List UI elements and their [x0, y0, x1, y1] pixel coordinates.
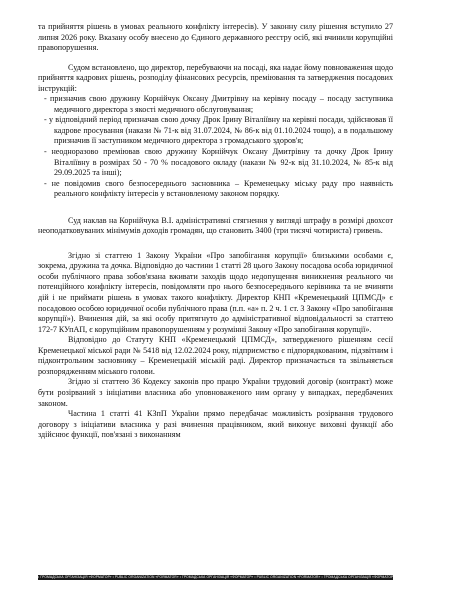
paragraph-statute: Відповідно до Статуту КНП «Кременецький ЦПМСД», затвердженого рішенням сесії Кременецької міської ради № 5418 від 12.02.2024 року, підприємство є підпорядкованим, підзвітним і підконтрольним засновнику – Кременецькій міській раді. Директор призначається та звільняється розпорядженням міського голови.: [38, 335, 393, 376]
organization-footer-band: • ГРОМАДСЬКА ОРГАНІЗАЦІЯ «ФОРМАТОР» • PUBLIC ORGANIZATION «FORMATOR» • ГРОМАДСЬКА ОРГАНІЗАЦІЯ «ФОРМАТОР» • PUBLIC ORGANIZATION «FORMATOR» • ГРОМАДСЬКА ОРГАНІЗАЦІЯ «ФОРМАТОР» • PUBLIC ORGANIZATION «FORMATOR» •: [38, 575, 464, 579]
list-item-appointed-daughter: - у відповідний період призначав свою дочку Дрок Ірину Віталіївну на керівні посади, здійснював її кадрове просування (накази № 71-к від 31.07.2024, № 86-к від 01.10.2024 тощо), а в подальшому призначив її заступником медичного директора з громадського здоров'я;: [44, 115, 393, 146]
paragraph-court-findings: Судом встановлено, що директор, перебуваючи на посаді, яка надає йому повноваження щодо прийняття кадрових рішень, розподілу фінансових ресурсів, преміювання та затвердження посадових інструкцій:: [38, 62, 393, 93]
document-body: [38, 22, 393, 441]
paragraph-fine: Суд наклав на Корнійчука В.І. адміністративні стягнення у вигляді штрафу в розмірі двохсот неоподатковуваних мінімумів доходів громадян, що становить 3400 (три тисячі чотириста) гривень.: [38, 215, 393, 236]
list-item-not-notified: - не повідомив свого безпосереднього засновника – Кременецьку міську раду про наявність реального конфлікту інтересів у встановленому законом порядку.: [44, 178, 393, 199]
paragraph-court-decision: та прийняття рішень в умовах реального конфлікту інтересів). У законну силу рішення вступило 27 липня 2026 року. Вказану особу внесено до Єдиного державного реєстру осіб, які вчинили корупційні правопорушення.: [38, 22, 393, 53]
paragraph-labor-code-41: Частина 1 статті 41 КЗпП України прямо передбачає можливість розірвання трудового договору з ініціативи власника у разі вчинення працівником, який виконує виховні функції або здійснює функції, пов'язані з виконанням: [38, 409, 393, 440]
paragraph-law-article-1: Згідно зі статтею 1 Закону України «Про запобігання корупції» близькими особами є, зокрема, дружина та дочка. Відповідно до частини 1 статті 28 цього Закону посадова особа юридичної особи публічного права зобов'язана вживати заходів щодо недопущення виникнення реального чи потенційного конфлікту інтересів, повідомляти про нього безпосереднього керівника та не вчиняти дій і не приймати рішень в умовах такого конфлікту. Директор КНП «Кременецький ЦПМСД» є посадовою особою юридичної особи публічного права (п.п. «а» п. 2 ч. 1 ст. 3 Закону «Про запобігання корупції»). Вчинення дій, за які особу притягнуто до адміністративної відповідальності за статтею 172-7 КУпАП, є корупційним правопорушенням у розумінні Закону «Про запобігання корупції».: [38, 250, 393, 334]
list-item-appointed-wife: - призначив свою дружину Корнійчук Оксану Дмитрівну на керівну посаду – посаду заступника медичного директора з якості медичного обслуговування;: [44, 94, 393, 114]
list-item-bonuses: - неодноразово преміював свою дружину Корнійчук Оксану Дмитрівну та дочку Дрок Ірину Віталіївну в розмірах 50 - 70 % посадового окладу (накази № 92-к від 31.10.2024, № 85-к від 29.09.2025 та інші);: [44, 147, 393, 178]
paragraph-labor-code-36: Згідно зі статтею 36 Кодексу законів про працю України трудовий договір (контракт) може бути розірваний з ініціативи власника або уповноваженого ним органу у випадках, передбачених законом.: [38, 377, 393, 408]
